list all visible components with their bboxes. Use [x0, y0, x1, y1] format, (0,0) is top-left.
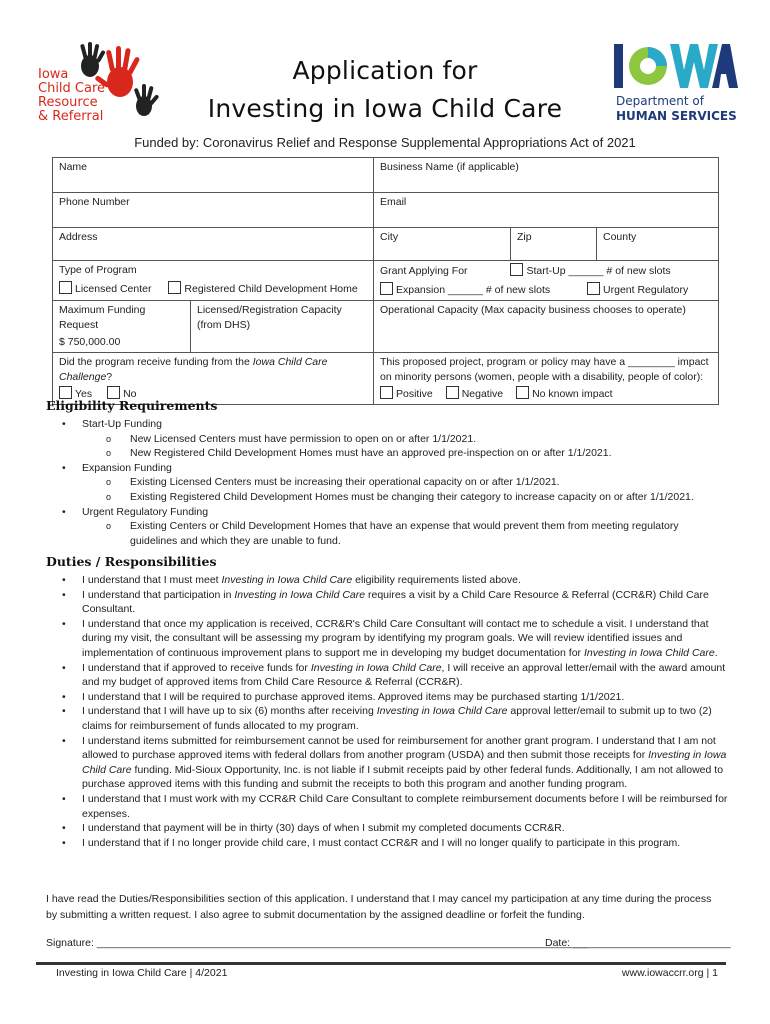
- expansion-label: Expansion ______ # of new slots: [396, 284, 551, 296]
- duty-text-end: .: [714, 646, 718, 659]
- phone-label: Phone Number: [59, 196, 130, 208]
- list-item: [58, 734, 730, 792]
- max-funding-label: Maximum Funding Request: [59, 304, 146, 331]
- logo-text-line: & Referral: [38, 109, 104, 124]
- title-line-1: Application for: [292, 56, 478, 85]
- startup-funding-label: Start-Up Funding: [82, 418, 162, 430]
- challenge-name: Iowa Child Care Challenge: [59, 356, 328, 383]
- startup-label: Start-Up ______ # of new slots: [526, 265, 671, 277]
- list-item: o Existing Centers or Child Development Homes that have an expense that would prevent them from meeting regulatory guidelines and which they are unable to fund.: [82, 519, 728, 548]
- impact-cell: [374, 353, 719, 405]
- licensed-capacity-cell[interactable]: [191, 301, 374, 353]
- challenge-question: [59, 355, 367, 385]
- program-type-label: Type of Program: [59, 264, 137, 276]
- eligibility-heading: Eligibility Requirements: [46, 398, 218, 413]
- business-name-label: Business Name (if applicable): [380, 161, 519, 173]
- negative-checkbox[interactable]: [446, 386, 459, 399]
- duty-text: I understand that I must work with my CCR&R Child Care Consultant to complete reimbursement documents before I will be reimbursed for expenses.: [82, 792, 728, 820]
- funded-by: Funded by: Coronavirus Relief and Response Supplemental Appropriations Act of 2021: [134, 135, 636, 150]
- urgent-checkbox[interactable]: [587, 282, 600, 295]
- address-field[interactable]: [53, 228, 374, 261]
- list-item: [58, 704, 730, 733]
- duties-list: [58, 573, 730, 850]
- list-item: [58, 690, 730, 705]
- logo-text-line: Child Care: [38, 81, 106, 96]
- registered-home-option[interactable]: [168, 281, 357, 297]
- program-name: Investing in Iowa Child Care: [221, 574, 353, 586]
- application-form: [52, 157, 719, 405]
- impact-question: This proposed project, program or policy may have a ________ impact on minority persons (women, people with a disability, people of color):: [380, 356, 709, 383]
- duty-text-end: funding. Mid-Sioux Opportunity, Inc. is not liable if I submit receipts paid by other federal funds. Additionally, I am not allowed to purchase approved items with this funding and submit the receipts to both this program and another funding program.: [82, 763, 724, 791]
- no-known-option[interactable]: [516, 386, 613, 402]
- list-item: [58, 573, 730, 588]
- duty-text: I understand that I must meet: [82, 574, 222, 586]
- challenge-question-end: ?: [106, 371, 113, 383]
- expansion-option[interactable]: [380, 282, 550, 298]
- duty-text: I understand that I will have up to six (6) months after receiving: [82, 705, 377, 718]
- expansion-checkbox[interactable]: [380, 282, 393, 295]
- dhs-line-2: HUMAN SERVICES: [616, 109, 737, 123]
- program-name: Investing in Iowa Child Care: [376, 705, 508, 718]
- date-line[interactable]: Date: ___________________________: [545, 937, 731, 949]
- county-field[interactable]: [597, 228, 719, 261]
- operational-capacity-cell[interactable]: [374, 301, 719, 353]
- yes-label: Yes: [75, 388, 93, 400]
- name-label: Name: [59, 161, 88, 173]
- urgent-funding-label: Urgent Regulatory Funding: [82, 505, 209, 518]
- email-label: Email: [380, 196, 407, 208]
- licensed-center-label: Licensed Center: [75, 283, 152, 295]
- positive-option[interactable]: [380, 386, 433, 402]
- no-known-label: No known impact: [532, 388, 613, 400]
- urgent-label: Urgent Regulatory: [603, 284, 689, 296]
- program-name: Investing in Iowa Child Care: [583, 646, 715, 659]
- no-label: No: [123, 388, 137, 400]
- list-item: [58, 617, 730, 661]
- list-item: [58, 461, 728, 505]
- business-name-field[interactable]: [374, 158, 719, 193]
- no-known-checkbox[interactable]: [516, 386, 529, 399]
- licensed-capacity-label: Licensed/Registration Capacity (from DHS): [197, 304, 342, 331]
- licensed-center-option[interactable]: [59, 281, 151, 297]
- logo-text-line: Resource: [38, 95, 98, 110]
- licensed-center-checkbox[interactable]: [59, 281, 72, 294]
- program-name: Investing in Iowa Child Care: [82, 749, 727, 776]
- program-type-cell: [53, 261, 374, 301]
- list-item: o New Licensed Centers must have permission to open on or after 1/1/2021.: [82, 432, 728, 447]
- program-name: Investing in Iowa Child Care: [234, 588, 366, 601]
- zip-label: Zip: [517, 231, 532, 243]
- logo-text-line: Iowa: [38, 67, 69, 82]
- footer-right: www.iowaccrr.org | 1: [621, 967, 718, 979]
- duty-text: I understand that once my application is received, CCR&R's Child Care Consultant will contact me to schedule a visit. I understand that during my visit, the consultant will be assessing my program by identifying my program goals. We will review identified issues and implementation of continuous improvement plans to support me in developing my budget documentation for: [82, 617, 709, 659]
- list-item: [58, 821, 730, 836]
- list-item: [58, 836, 730, 851]
- zip-field[interactable]: [511, 228, 597, 261]
- urgent-option[interactable]: [587, 282, 688, 298]
- registered-home-checkbox[interactable]: [168, 281, 181, 294]
- city-field[interactable]: [374, 228, 511, 261]
- duty-text-end: , I will receive an approval letter/email with the award amount and my budget of approved items from Child Care Resource & Referral (CCR&R).: [82, 661, 726, 689]
- grant-type-cell: [374, 261, 719, 301]
- list-item: o Existing Licensed Centers must be increasing their operational capacity on or after 1/1/2021.: [82, 475, 728, 490]
- challenge-question-text: Did the program receive funding from the: [59, 356, 253, 368]
- duty-text: I understand that payment will be in thirty (30) days of when I submit my completed documents CCR&R.: [82, 822, 565, 835]
- challenge-cell: [53, 353, 374, 405]
- list-item: o New Registered Child Development Homes must have an approved pre-inspection on or after 1/1/2021.: [82, 446, 728, 461]
- list-item: o Existing Registered Child Development Homes must be changing their category to increase capacity on or after 1/1/2021.: [82, 490, 728, 505]
- negative-label: Negative: [461, 388, 504, 400]
- duty-text-end: approval letter/email to submit up to two (2) claims for reimbursement of funds allocated to my program.: [82, 705, 712, 732]
- duties-heading: Duties / Responsibilities: [46, 554, 217, 569]
- program-name: Investing in Iowa Child Care: [310, 661, 442, 674]
- grant-applying-label: Grant Applying For: [380, 265, 468, 277]
- dhs-line-1: Department of: [616, 94, 704, 108]
- iowa-wordmark-icon: [608, 40, 738, 92]
- title-line-2: Investing in Iowa Child Care: [207, 94, 563, 123]
- footer-left: Investing in Iowa Child Care | 4/2021: [56, 967, 228, 979]
- operational-capacity-label: Operational Capacity (Max capacity business chooses to operate): [380, 304, 686, 316]
- startup-checkbox[interactable]: [510, 263, 523, 276]
- max-funding-cell[interactable]: [53, 301, 191, 353]
- duty-text: I understand that I will be required to purchase approved items. Approved items may be purchased starting 1/1/2021.: [82, 690, 625, 703]
- max-funding-value: $ 750,000.00: [59, 336, 121, 348]
- address-label: Address: [59, 231, 98, 243]
- positive-checkbox[interactable]: [380, 386, 393, 399]
- list-item: [58, 661, 730, 690]
- duty-text-end: requires a visit by a Child Care Resource & Referral (CCR&R) Child Care Consultant.: [82, 588, 709, 616]
- footer-divider: [36, 962, 726, 965]
- eligibility-list: [58, 417, 728, 548]
- list-item: [58, 505, 728, 549]
- duty-text: I understand that if approved to receive funds for: [82, 661, 311, 674]
- county-label: County: [603, 231, 637, 243]
- name-field[interactable]: [53, 158, 374, 193]
- list-item: [58, 417, 728, 461]
- duty-text: I understand items submitted for reimbursement cannot be used for reimbursement for another grant program. I understand that I am not allowed to purchase approved items with federal dollars from another program (USDA) and then submit those receipts for: [82, 734, 716, 762]
- list-item: [58, 588, 730, 617]
- registered-home-label: Registered Child Development Home: [184, 283, 358, 295]
- negative-option[interactable]: [446, 386, 503, 402]
- iowa-dhs-logo: [608, 40, 738, 130]
- positive-label: Positive: [396, 388, 433, 400]
- list-item: [58, 792, 730, 821]
- city-label: City: [380, 231, 399, 243]
- duty-text: I understand that participation in: [82, 588, 235, 601]
- expansion-funding-label: Expansion Funding: [82, 461, 172, 474]
- duty-text: I understand that if I no longer provide child care, I must contact CCR&R and I will no longer qualify to participate in this program.: [82, 836, 681, 849]
- phone-field[interactable]: [53, 193, 374, 228]
- email-field[interactable]: [374, 193, 719, 228]
- agreement-paragraph: I have read the Duties/Responsibilities section of this application. I understand that I may cancel my participation at any time during the process by submitting a written request. I also agree to submit documentation by the assigned deadline or forfeit the funding.: [46, 893, 712, 921]
- startup-option[interactable]: [510, 263, 670, 279]
- signature-line[interactable]: Signature: ____________________________________________________________________________________: [46, 937, 588, 949]
- duty-text-end: eligibility requirements listed above.: [352, 574, 521, 586]
